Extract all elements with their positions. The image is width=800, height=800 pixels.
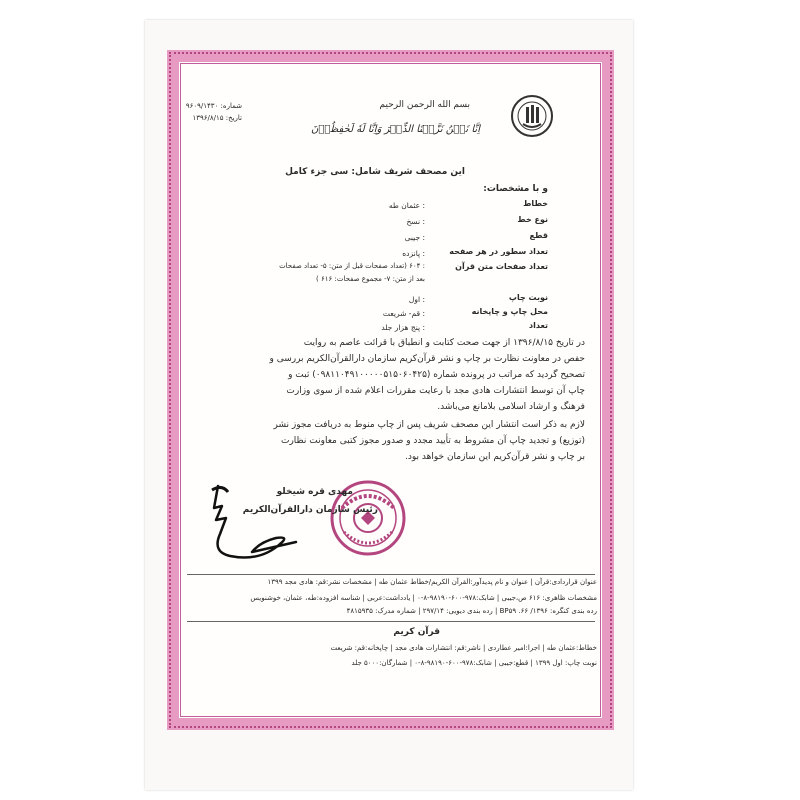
spec-value: : اول [408,295,425,304]
body-line: (توزیع) و تجدید چاپ آن مشروط به تأیید مجدد و صدور مجوز کتبی معاونت نظارت [280,436,585,446]
spec-label: تعداد سطور در هر صفحه [449,247,548,256]
spec-value: : ۶۰۴ (تعداد صفحات قبل از متن: ۵- تعداد صفحات [279,262,425,270]
quran-verse: اِنَّا نَحۡنُ نَزَّلۡنَا الذِّکۡرَ وَاِنَّا لَهٗ لَحٰفِظُوۡنَ [311,124,480,135]
catalog-line: رده بندی کنگره: BP۵۹ .۶۶ /۱۳۹۶ | رده بندی دیویی: ۲۹۷/۱۴ | شماره مدرک: ۴۸۱۵۹۳۵ [346,607,597,615]
body-line: فرهنگ و ارشاد اسلامی بلامانع می‌باشد. [437,402,585,412]
spec-label: نوبت چاپ [508,293,548,302]
spec-label: محل چاپ و چاپخانه [471,307,548,316]
spec-value: بعد از متن: ۷- مجموع صفحات: ۶۱۶ ) [316,275,425,283]
divider [187,621,595,622]
spec-label: قطع [529,231,548,240]
divider [187,574,595,575]
spec-value: : عثمان طه [388,201,425,210]
signatory-name: مهدی قره شیخلو [276,487,353,497]
spec-label: تعداد صفحات متن قرآن [455,262,548,271]
body-line: بر چاپ و نشر قرآن‌کریم این سازمان خواهد بود. [405,452,585,462]
catalog-line: مشخصات ظاهری: ۶۱۶ ص،جیبی | شابک:۹۷۸-۶۰۰-۹۸۱۹۰-۸-۰ | یادداشت:عربی | شناسه افزوده:طه، عثمان، خوشنویس [250,594,597,602]
specs-heading: و با مشخصات: [483,184,548,194]
spec-label: نوع خط [517,215,548,224]
body-line: لازم به ذکر است انتشار این مصحف شریف پس از چاپ منوط به دریافت مجوز نشر [273,420,585,430]
spec-value: : جیبی [404,233,425,242]
letter-date: تاریخ: ۱۳۹۶/۸/۱۵ [192,114,242,122]
catalog-line: عنوان قراردادی:قرآن | عنوان و نام پدیدآور:القرآن الکریم/خطاط عثمان طه | مشخصات نشر:قم: هادی مجد ۱۳۹۹ [267,578,597,586]
body-line: تصحیح گردید که مراتب در پرونده شماره (۰۹۸۱۱۰۴۹۱۰۰۰۰۰۵۱۵۰۶۰۴۲۵) ثبت و [288,370,585,380]
certificate-title: این مصحف شریف شامل: سی جزء کامل [285,167,465,177]
body-line: چاپ آن توسط انتشارات هادی مجد با رعایت مقررات اعلام شده از سوی وزارت [286,386,585,396]
basmala: بسم الله الرحمن الرحیم [379,100,470,110]
spec-value: : پنج هزار جلد [381,323,425,332]
catalog-line: خطاط:عثمان طه | اجرا:امیر عطاردی | ناشر:قم: انتشارات هادی مجد | چاپخانه:قم: شریعت [330,644,597,652]
body-line: در تاریخ ۱۳۹۶/۸/۱۵ از جهت صحت کتابت و انطباق با قرائت عاصم به روایت [303,338,585,348]
signatory-title: رئیس سازمان دارالقرآن‌الکریم [242,505,378,515]
quran-title: قرآن کریم [393,627,440,637]
spec-value: : نسخ [406,217,425,226]
spec-value: : قم- شریعت [382,309,425,318]
catalog-line: نوبت چاپ: اول ۱۳۹۹ | قطع:جیبی | شابک:۹۷۸-۶۰۰-۹۸۱۹۰-۸-۰ | شمارگان:۵۰۰۰ جلد [351,659,597,667]
spec-label: تعداد [529,321,548,330]
spec-label: خطاط [523,199,548,208]
organization-emblem-icon [510,94,554,138]
spec-value: : پانزده [402,249,425,258]
letter-number: شماره: ۹۶۰۹/۱۴۳۰ [185,102,242,110]
body-line: حفص در معاونت نظارت بر چاپ و نشر قرآن‌کریم سازمان دارالقرآن‌الکریم بررسی و [269,354,585,364]
